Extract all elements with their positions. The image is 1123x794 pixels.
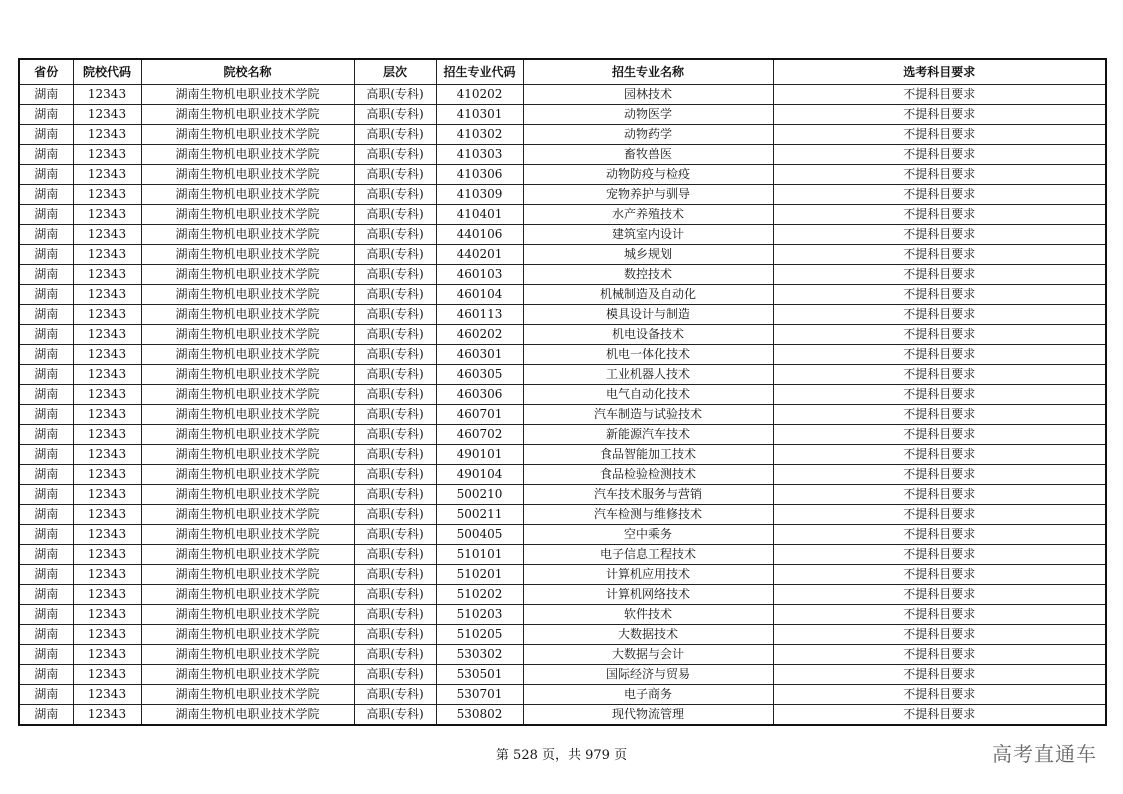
header-level: 层次 (354, 59, 436, 85)
school-code-cell: 12343 (73, 705, 141, 726)
major-name-cell: 水产养殖技术 (523, 205, 773, 225)
province-cell: 湖南 (19, 105, 73, 125)
school-code-cell: 12343 (73, 685, 141, 705)
province-cell: 湖南 (19, 565, 73, 585)
school-name-cell: 湖南生物机电职业技术学院 (141, 345, 354, 365)
major-name-cell: 动物药学 (523, 125, 773, 145)
major-code-cell: 410202 (436, 85, 523, 105)
school-code-cell: 12343 (73, 205, 141, 225)
school-code-cell: 12343 (73, 285, 141, 305)
subject-requirement-cell: 不提科目要求 (773, 705, 1106, 726)
province-cell: 湖南 (19, 585, 73, 605)
province-cell: 湖南 (19, 205, 73, 225)
level-cell: 高职(专科) (354, 105, 436, 125)
level-cell: 高职(专科) (354, 245, 436, 265)
major-code-cell: 510202 (436, 585, 523, 605)
table-row (19, 225, 1106, 245)
school-code-cell: 12343 (73, 345, 141, 365)
table-row (19, 105, 1106, 125)
school-name-cell: 湖南生物机电职业技术学院 (141, 425, 354, 445)
level-cell: 高职(专科) (354, 465, 436, 485)
major-code-cell: 530701 (436, 685, 523, 705)
enrollment-table (18, 58, 1107, 726)
province-cell: 湖南 (19, 425, 73, 445)
major-code-cell: 460305 (436, 365, 523, 385)
subject-requirement-cell: 不提科目要求 (773, 165, 1106, 185)
major-code-cell: 410306 (436, 165, 523, 185)
major-code-cell: 530802 (436, 705, 523, 726)
school-code-cell: 12343 (73, 365, 141, 385)
province-cell: 湖南 (19, 625, 73, 645)
major-name-cell: 电气自动化技术 (523, 385, 773, 405)
major-name-cell: 动物医学 (523, 105, 773, 125)
school-name-cell: 湖南生物机电职业技术学院 (141, 105, 354, 125)
school-name-cell: 湖南生物机电职业技术学院 (141, 205, 354, 225)
header-school-code: 院校代码 (73, 59, 141, 85)
level-cell: 高职(专科) (354, 385, 436, 405)
table-row (19, 245, 1106, 265)
subject-requirement-cell: 不提科目要求 (773, 445, 1106, 465)
level-cell: 高职(专科) (354, 85, 436, 105)
header-major-name: 招生专业名称 (523, 59, 773, 85)
school-name-cell: 湖南生物机电职业技术学院 (141, 465, 354, 485)
province-cell: 湖南 (19, 165, 73, 185)
major-code-cell: 510101 (436, 545, 523, 565)
table-row (19, 665, 1106, 685)
table-row (19, 585, 1106, 605)
subject-requirement-cell: 不提科目要求 (773, 385, 1106, 405)
major-code-cell: 410401 (436, 205, 523, 225)
school-code-cell: 12343 (73, 605, 141, 625)
subject-requirement-cell: 不提科目要求 (773, 405, 1106, 425)
school-code-cell: 12343 (73, 125, 141, 145)
subject-requirement-cell: 不提科目要求 (773, 145, 1106, 165)
school-name-cell: 湖南生物机电职业技术学院 (141, 485, 354, 505)
level-cell: 高职(专科) (354, 345, 436, 365)
level-cell: 高职(专科) (354, 625, 436, 645)
subject-requirement-cell: 不提科目要求 (773, 285, 1106, 305)
subject-requirement-cell: 不提科目要求 (773, 105, 1106, 125)
level-cell: 高职(专科) (354, 365, 436, 385)
level-cell: 高职(专科) (354, 305, 436, 325)
major-name-cell: 软件技术 (523, 605, 773, 625)
major-name-cell: 国际经济与贸易 (523, 665, 773, 685)
province-cell: 湖南 (19, 465, 73, 485)
subject-requirement-cell: 不提科目要求 (773, 265, 1106, 285)
major-code-cell: 410309 (436, 185, 523, 205)
school-code-cell: 12343 (73, 385, 141, 405)
school-code-cell: 12343 (73, 245, 141, 265)
school-code-cell: 12343 (73, 545, 141, 565)
level-cell: 高职(专科) (354, 665, 436, 685)
province-cell: 湖南 (19, 505, 73, 525)
major-name-cell: 汽车制造与试验技术 (523, 405, 773, 425)
school-code-cell: 12343 (73, 465, 141, 485)
subject-requirement-cell: 不提科目要求 (773, 325, 1106, 345)
school-name-cell: 湖南生物机电职业技术学院 (141, 645, 354, 665)
header-province: 省份 (19, 59, 73, 85)
school-code-cell: 12343 (73, 665, 141, 685)
province-cell: 湖南 (19, 285, 73, 305)
major-code-cell: 530302 (436, 645, 523, 665)
table-row (19, 85, 1106, 105)
school-code-cell: 12343 (73, 305, 141, 325)
table-row (19, 505, 1106, 525)
major-name-cell: 电子商务 (523, 685, 773, 705)
level-cell: 高职(专科) (354, 585, 436, 605)
table-row (19, 145, 1106, 165)
level-cell: 高职(专科) (354, 325, 436, 345)
subject-requirement-cell: 不提科目要求 (773, 505, 1106, 525)
header-school-name: 院校名称 (141, 59, 354, 85)
subject-requirement-cell: 不提科目要求 (773, 125, 1106, 145)
table-row (19, 185, 1106, 205)
province-cell: 湖南 (19, 485, 73, 505)
level-cell: 高职(专科) (354, 445, 436, 465)
major-code-cell: 500211 (436, 505, 523, 525)
level-cell: 高职(专科) (354, 165, 436, 185)
table-row (19, 705, 1106, 726)
province-cell: 湖南 (19, 525, 73, 545)
subject-requirement-cell: 不提科目要求 (773, 185, 1106, 205)
province-cell: 湖南 (19, 325, 73, 345)
major-code-cell: 500210 (436, 485, 523, 505)
major-name-cell: 计算机网络技术 (523, 585, 773, 605)
major-code-cell: 460113 (436, 305, 523, 325)
table-row (19, 345, 1106, 365)
level-cell: 高职(专科) (354, 405, 436, 425)
school-code-cell: 12343 (73, 165, 141, 185)
table-row (19, 525, 1106, 545)
level-cell: 高职(专科) (354, 205, 436, 225)
subject-requirement-cell: 不提科目要求 (773, 205, 1106, 225)
major-name-cell: 食品检验检测技术 (523, 465, 773, 485)
major-name-cell: 现代物流管理 (523, 705, 773, 726)
school-code-cell: 12343 (73, 565, 141, 585)
subject-requirement-cell: 不提科目要求 (773, 665, 1106, 685)
province-cell: 湖南 (19, 605, 73, 625)
school-code-cell: 12343 (73, 505, 141, 525)
table-row (19, 425, 1106, 445)
table-row (19, 485, 1106, 505)
school-code-cell: 12343 (73, 525, 141, 545)
province-cell: 湖南 (19, 545, 73, 565)
page-number: 第 528 页，共 979 页 (495, 748, 628, 763)
major-code-cell: 500405 (436, 525, 523, 545)
level-cell: 高职(专科) (354, 225, 436, 245)
major-name-cell: 宠物养护与驯导 (523, 185, 773, 205)
school-name-cell: 湖南生物机电职业技术学院 (141, 165, 354, 185)
province-cell: 湖南 (19, 185, 73, 205)
major-name-cell: 模具设计与制造 (523, 305, 773, 325)
school-name-cell: 湖南生物机电职业技术学院 (141, 625, 354, 645)
subject-requirement-cell: 不提科目要求 (773, 525, 1106, 545)
major-code-cell: 460202 (436, 325, 523, 345)
header-major-code: 招生专业代码 (436, 59, 523, 85)
level-cell: 高职(专科) (354, 285, 436, 305)
watermark-logo: 高考直通车 (992, 742, 1097, 766)
school-code-cell: 12343 (73, 105, 141, 125)
school-name-cell: 湖南生物机电职业技术学院 (141, 125, 354, 145)
subject-requirement-cell: 不提科目要求 (773, 645, 1106, 665)
major-code-cell: 410301 (436, 105, 523, 125)
province-cell: 湖南 (19, 85, 73, 105)
subject-requirement-cell: 不提科目要求 (773, 605, 1106, 625)
major-name-cell: 食品智能加工技术 (523, 445, 773, 465)
school-name-cell: 湖南生物机电职业技术学院 (141, 505, 354, 525)
level-cell: 高职(专科) (354, 505, 436, 525)
major-name-cell: 汽车技术服务与营销 (523, 485, 773, 505)
subject-requirement-cell: 不提科目要求 (773, 685, 1106, 705)
major-code-cell: 460702 (436, 425, 523, 445)
major-name-cell: 大数据技术 (523, 625, 773, 645)
school-code-cell: 12343 (73, 585, 141, 605)
table-header-row (19, 59, 1106, 85)
subject-requirement-cell: 不提科目要求 (773, 305, 1106, 325)
major-code-cell: 460104 (436, 285, 523, 305)
province-cell: 湖南 (19, 705, 73, 726)
school-name-cell: 湖南生物机电职业技术学院 (141, 445, 354, 465)
subject-requirement-cell: 不提科目要求 (773, 225, 1106, 245)
level-cell: 高职(专科) (354, 125, 436, 145)
province-cell: 湖南 (19, 125, 73, 145)
major-name-cell: 机械制造及自动化 (523, 285, 773, 305)
table-row (19, 565, 1106, 585)
major-code-cell: 440106 (436, 225, 523, 245)
level-cell: 高职(专科) (354, 525, 436, 545)
school-name-cell: 湖南生物机电职业技术学院 (141, 325, 354, 345)
school-name-cell: 湖南生物机电职业技术学院 (141, 545, 354, 565)
major-code-cell: 530501 (436, 665, 523, 685)
province-cell: 湖南 (19, 345, 73, 365)
table-row (19, 285, 1106, 305)
school-code-cell: 12343 (73, 85, 141, 105)
table-body (19, 85, 1106, 726)
school-code-cell: 12343 (73, 225, 141, 245)
school-name-cell: 湖南生物机电职业技术学院 (141, 85, 354, 105)
province-cell: 湖南 (19, 245, 73, 265)
major-name-cell: 汽车检测与维修技术 (523, 505, 773, 525)
table-row (19, 265, 1106, 285)
school-name-cell: 湖南生物机电职业技术学院 (141, 145, 354, 165)
major-code-cell: 410302 (436, 125, 523, 145)
table-row (19, 545, 1106, 565)
table-row (19, 305, 1106, 325)
school-name-cell: 湖南生物机电职业技术学院 (141, 185, 354, 205)
school-code-cell: 12343 (73, 325, 141, 345)
level-cell: 高职(专科) (354, 485, 436, 505)
major-name-cell: 工业机器人技术 (523, 365, 773, 385)
subject-requirement-cell: 不提科目要求 (773, 425, 1106, 445)
table-row (19, 205, 1106, 225)
school-code-cell: 12343 (73, 145, 141, 165)
table-row (19, 605, 1106, 625)
major-name-cell: 动物防疫与检疫 (523, 165, 773, 185)
school-name-cell: 湖南生物机电职业技术学院 (141, 585, 354, 605)
table-row (19, 465, 1106, 485)
major-name-cell: 机电一体化技术 (523, 345, 773, 365)
school-name-cell: 湖南生物机电职业技术学院 (141, 305, 354, 325)
school-name-cell: 湖南生物机电职业技术学院 (141, 265, 354, 285)
subject-requirement-cell: 不提科目要求 (773, 365, 1106, 385)
level-cell: 高职(专科) (354, 645, 436, 665)
subject-requirement-cell: 不提科目要求 (773, 345, 1106, 365)
school-name-cell: 湖南生物机电职业技术学院 (141, 285, 354, 305)
level-cell: 高职(专科) (354, 705, 436, 726)
province-cell: 湖南 (19, 265, 73, 285)
major-code-cell: 460306 (436, 385, 523, 405)
table-row (19, 125, 1106, 145)
subject-requirement-cell: 不提科目要求 (773, 545, 1106, 565)
major-name-cell: 电子信息工程技术 (523, 545, 773, 565)
province-cell: 湖南 (19, 365, 73, 385)
subject-requirement-cell: 不提科目要求 (773, 625, 1106, 645)
major-code-cell: 510205 (436, 625, 523, 645)
major-code-cell: 490101 (436, 445, 523, 465)
subject-requirement-cell: 不提科目要求 (773, 485, 1106, 505)
level-cell: 高职(专科) (354, 185, 436, 205)
major-code-cell: 410303 (436, 145, 523, 165)
province-cell: 湖南 (19, 685, 73, 705)
table-row (19, 685, 1106, 705)
subject-requirement-cell: 不提科目要求 (773, 465, 1106, 485)
school-name-cell: 湖南生物机电职业技术学院 (141, 525, 354, 545)
school-name-cell: 湖南生物机电职业技术学院 (141, 225, 354, 245)
school-code-cell: 12343 (73, 645, 141, 665)
school-code-cell: 12343 (73, 405, 141, 425)
table-row (19, 385, 1106, 405)
major-name-cell: 畜牧兽医 (523, 145, 773, 165)
province-cell: 湖南 (19, 225, 73, 245)
level-cell: 高职(专科) (354, 265, 436, 285)
province-cell: 湖南 (19, 145, 73, 165)
subject-requirement-cell: 不提科目要求 (773, 585, 1106, 605)
province-cell: 湖南 (19, 305, 73, 325)
level-cell: 高职(专科) (354, 545, 436, 565)
table-row (19, 405, 1106, 425)
level-cell: 高职(专科) (354, 685, 436, 705)
school-name-cell: 湖南生物机电职业技术学院 (141, 665, 354, 685)
major-name-cell: 新能源汽车技术 (523, 425, 773, 445)
school-name-cell: 湖南生物机电职业技术学院 (141, 605, 354, 625)
level-cell: 高职(专科) (354, 605, 436, 625)
level-cell: 高职(专科) (354, 565, 436, 585)
major-code-cell: 460103 (436, 265, 523, 285)
subject-requirement-cell: 不提科目要求 (773, 245, 1106, 265)
school-code-cell: 12343 (73, 445, 141, 465)
major-name-cell: 大数据与会计 (523, 645, 773, 665)
school-name-cell: 湖南生物机电职业技术学院 (141, 685, 354, 705)
level-cell: 高职(专科) (354, 425, 436, 445)
school-name-cell: 湖南生物机电职业技术学院 (141, 405, 354, 425)
school-name-cell: 湖南生物机电职业技术学院 (141, 565, 354, 585)
province-cell: 湖南 (19, 405, 73, 425)
table-row (19, 645, 1106, 665)
school-name-cell: 湖南生物机电职业技术学院 (141, 365, 354, 385)
subject-requirement-cell: 不提科目要求 (773, 85, 1106, 105)
major-code-cell: 440201 (436, 245, 523, 265)
province-cell: 湖南 (19, 645, 73, 665)
table-row (19, 325, 1106, 345)
major-code-cell: 510201 (436, 565, 523, 585)
major-code-cell: 460301 (436, 345, 523, 365)
school-name-cell: 湖南生物机电职业技术学院 (141, 705, 354, 726)
major-name-cell: 城乡规划 (523, 245, 773, 265)
table-row (19, 165, 1106, 185)
table-row (19, 365, 1106, 385)
school-name-cell: 湖南生物机电职业技术学院 (141, 385, 354, 405)
subject-requirement-cell: 不提科目要求 (773, 565, 1106, 585)
school-code-cell: 12343 (73, 425, 141, 445)
province-cell: 湖南 (19, 665, 73, 685)
school-name-cell: 湖南生物机电职业技术学院 (141, 245, 354, 265)
header-subject-requirement: 选考科目要求 (773, 59, 1106, 85)
major-name-cell: 建筑室内设计 (523, 225, 773, 245)
table-row (19, 445, 1106, 465)
major-code-cell: 490104 (436, 465, 523, 485)
level-cell: 高职(专科) (354, 145, 436, 165)
major-name-cell: 数控技术 (523, 265, 773, 285)
major-name-cell: 园林技术 (523, 85, 773, 105)
school-code-cell: 12343 (73, 185, 141, 205)
table-row (19, 625, 1106, 645)
school-code-cell: 12343 (73, 625, 141, 645)
school-code-cell: 12343 (73, 485, 141, 505)
major-code-cell: 510203 (436, 605, 523, 625)
school-code-cell: 12343 (73, 265, 141, 285)
major-name-cell: 计算机应用技术 (523, 565, 773, 585)
major-name-cell: 空中乘务 (523, 525, 773, 545)
province-cell: 湖南 (19, 445, 73, 465)
province-cell: 湖南 (19, 385, 73, 405)
major-name-cell: 机电设备技术 (523, 325, 773, 345)
major-code-cell: 460701 (436, 405, 523, 425)
